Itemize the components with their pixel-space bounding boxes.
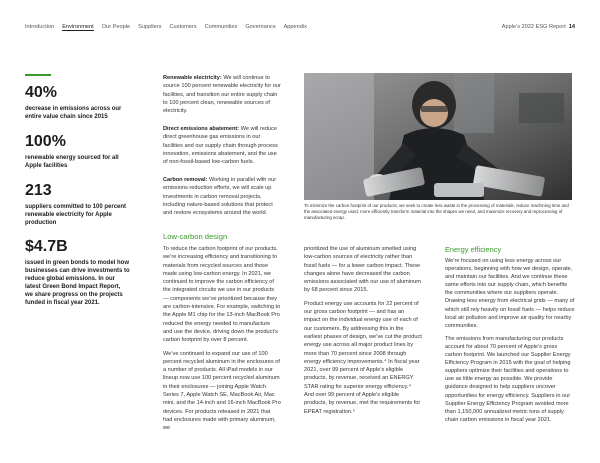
stat-label: renewable energy sourced for all Apple facilities (25, 155, 119, 169)
low-carbon-column-1 (163, 245, 281, 433)
paragraph-text: We will continue to source 100 percent renewable electricity for our facilities, and transition our entire supply chain to 100 percent clean, renewable sources of electricity. (163, 75, 281, 115)
nav-suppliers[interactable]: Suppliers (138, 24, 162, 30)
stat-emissions-decrease (25, 84, 130, 121)
paragraph-text: Working in parallel with our emissions reduction efforts, we will scale up investments in carbon removal projects, including nature-based solutions that protect and restore ecosystems around the world. (163, 177, 277, 217)
nav-communities[interactable]: Communities (204, 24, 238, 30)
low-carbon-paragraph-2: We’ve continued to expand our use of 100 percent recycled aluminum in the enclosures of a number of products. All iPad models in our lineup now use 100 percent recycled aluminum in their enclosures — joining Apple Watch Series 7, Apple Watch SE, MacBook Air, Mac mini, and the 14-inch and 16-inch MacBook Pro devices. For products released in 2021 that had enclosures made with primary aluminum, we (163, 350, 281, 432)
accent-rule (25, 74, 51, 76)
paragraph-direct-emissions (163, 125, 281, 166)
page-number: 14 (568, 24, 575, 30)
energy-efficiency-section (445, 245, 575, 424)
photo-of-worker-handling-aluminum-icon (304, 73, 572, 200)
low-carbon-paragraph-4: Product energy use accounts for 22 percent of our gross carbon footprint — and has an impact on the individual energy use of each of our customers. By addressing this in the earliest phases of design, we’ve cut the product energy use across all major product lines by more than 70 percent since 2008 through energy efficiency improvements.⁴ In fiscal year 2021, over 99 percent of Apple’s eligible products, by revenue, received an ENERGY STAR rating for superior energy efficiency.⁴ And over 99 percent of Apple’s eligible products, by revenue, met the requirements for EPEAT registration.⁵ (304, 300, 422, 415)
paragraph-title: Direct emissions abatement: (163, 126, 240, 132)
nav-customers[interactable]: Customers (169, 24, 197, 30)
paragraph-renewable-electricity (163, 74, 281, 115)
report-header (502, 24, 575, 30)
paragraph-title: Carbon removal: (163, 177, 208, 183)
stat-value: 40% (25, 84, 58, 101)
paragraph-carbon-removal (163, 176, 281, 217)
nav-appendix[interactable]: Appendix (283, 24, 307, 30)
nav-our-people[interactable]: Our People (101, 24, 131, 30)
stat-suppliers-committed (25, 182, 130, 227)
report-title: Apple’s 2022 ESG Report (501, 24, 566, 30)
nav-governance[interactable]: Governance (245, 24, 276, 30)
nav-introduction[interactable]: Introduction (25, 24, 55, 30)
energy-efficiency-paragraph-2: The emissions from manufacturing our products account for about 70 percent of Apple’s gross carbon footprint. We launched our Supplier Energy Efficiency Program in 2015 with the goal of helping suppliers optimize their facilities and operations to use as little energy as possible. We provide guidance designed to help suppliers uncover opportunities for energy efficiency. Suppliers in our Supplier Energy Efficiency Program avoided more than 1,150,000 annualized metric tons of supply chain carbon emissions in fiscal year 2021. (445, 335, 571, 423)
section-tabs (25, 24, 313, 30)
stat-value: 100% (25, 133, 66, 150)
photo-caption: To minimize the carbon footprint of our products, we seek to create less waste in the processing of materials, reduce machining time and the associated energy used, more efficiently transform material into the shapes we need, and maximize recovery and reprocessing of manufacturing scrap. (304, 203, 569, 220)
stat-renewable-energy (25, 133, 130, 170)
stat-label: issued in green bonds to model how businesses can drive investments to reduce global emissions. In our latest Green Bond Impact Report, we share progress on the projects funded in fiscal year 2021. (25, 260, 130, 306)
stat-label: decrease in emissions across our entire value chain since 2015 (25, 106, 122, 120)
energy-efficiency-paragraph-1: We’re focused on using less energy across our operations, beginning with how we design, operate, and maintain our facilities. And we continue these same efforts into our supply chain, which benefits the communities where our suppliers operate. Drawing less energy from electrical grids — many of which still rely heavily on fossil fuels — helps reduce local air pollution and improve air quality for nearby communities. (445, 258, 575, 329)
nav-environment[interactable]: Environment (62, 24, 94, 30)
low-carbon-paragraph-1: To reduce the carbon footprint of our products, we’re increasing efficiency and transitioning to materials from recycled sources and those made using low-carbon energy. In 2021, we continued to improve the carbon efficiency of the integrated circuits we use in our products — components we’ve prioritized because they are carbon-intensive. For example, switching to the Apple M1 chip for the 13-inch MacBook Pro reduced the energy needed to manufacture and use the device, driving down the product’s carbon footprint by over 8 percent. (163, 246, 281, 344)
stat-value: 213 (25, 182, 52, 199)
low-carbon-paragraph-3: prioritized the use of aluminum smelted using low-carbon sources of electricity rather than fossil fuels — for a lower carbon impact. These changes alone have decreased the carbon emissions associated with our use of aluminum by 68 percent since 2015. (304, 246, 421, 294)
top-navigation (25, 24, 575, 34)
worker-photo (304, 73, 572, 200)
energy-efficiency-heading: Energy efficiency (445, 245, 502, 254)
stat-value: $4.7B (25, 238, 68, 255)
paragraph-title: Renewable electricity: (163, 75, 222, 81)
low-carbon-design-heading: Low-carbon design (163, 232, 228, 241)
stat-label: suppliers committed to 100 percent renewable electricity for Apple production (25, 204, 127, 226)
paragraph-text: We will reduce direct greenhouse gas emissions in our facilities and our supply chain through process innovation, emissions abatement, and the use of non-fossil-based low-carbon fuels. (163, 126, 278, 166)
stat-green-bonds (25, 238, 130, 307)
low-carbon-column-2 (304, 245, 422, 416)
